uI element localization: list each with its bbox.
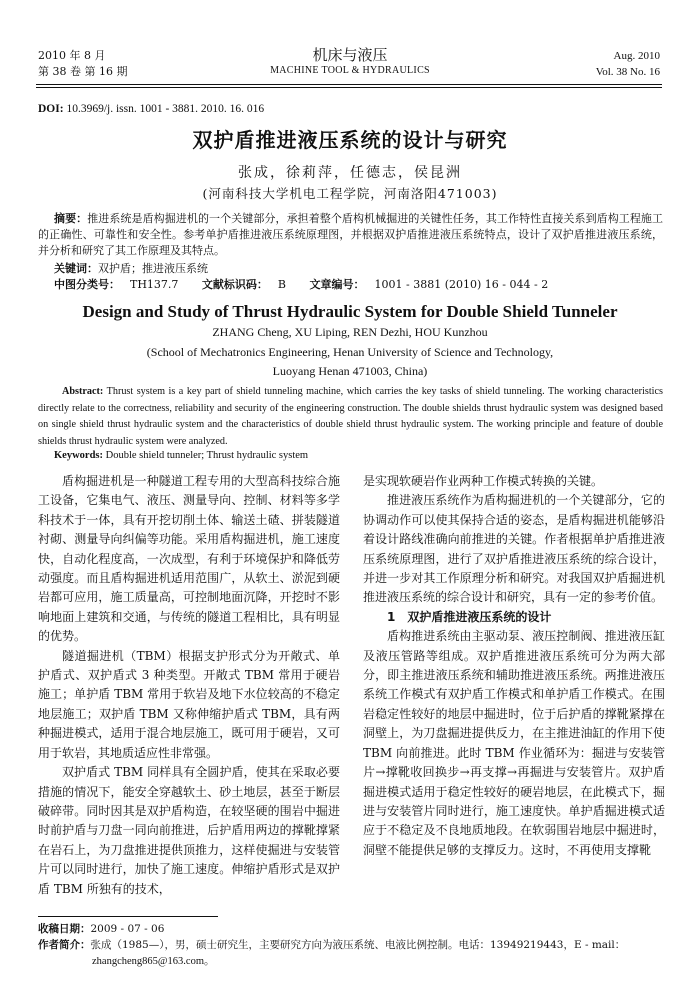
footnote-author (38, 938, 663, 953)
doi-value: 10.3969/j. issn. 1001 - 3881. 2010. 16. 016 (63, 103, 265, 115)
affiliation-en-line2: Luoyang Henan 471003, China) (272, 364, 428, 378)
title-cn: 双护盾推进液压系统的设计与研究 (192, 128, 508, 152)
header-date-cn: 2010 年 8 月 (38, 49, 106, 62)
title-en: Design and Study of Thrust Hydraulic System for Double Shield Tunneler (82, 302, 618, 321)
body-left-paragraph-2: 隧道掘进机（TBM）根据支护形式分为开敞式、单护盾式、双护盾式 3 种类型。开敞式 TBM 常用于硬岩施工；单护盾 TBM 常用于软岩及地下水位较高的不稳定地层施工；双护盾 TBM 又称伸缩护盾式 TBM，具有两种掘进模式，适用于混合地层施工，既可用于硬岩，又可用于软岩，其地质适应性非常强。 (38, 648, 340, 760)
body-right-paragraph-0: 是实现软硬岩作业两种工作模式转换的关键。 (363, 474, 604, 488)
classification-line (54, 276, 568, 292)
clc-label: 中图分类号： (54, 278, 120, 291)
footnote-email: zhangcheng865@163.com。 (92, 956, 215, 967)
author-bio-label: 作者简介： (38, 939, 91, 951)
section-heading-1 (363, 608, 665, 627)
affiliation-cn: (河南科技大学机电工程学院，河南洛阳471003) (202, 186, 498, 201)
body-column-left (38, 472, 340, 899)
article-no-label: 文章编号： (309, 278, 365, 291)
keywords-en-text: Double shield tunneler; Thrust hydraulic system (103, 450, 309, 461)
footnote-received (38, 922, 663, 937)
header-rule-thin (36, 87, 662, 88)
body-left-paragraph-1: 盾构掘进机是一种隧道工程专用的大型高科技综合施工设备，它集电气、液压、测量导向、控制、材料等多学科技术于一体，具有开挖切削土体、输送土碴、拼装隧道衬砌、测量导向纠偏等功能。采用盾构掘进机，施工速度快，自动化程度高，一次成型，有利于环境保护和降低劳动强度。而且盾构掘进机适用范围广，从软土、淤泥到硬岩都可应用，施工质量高，可控制地面沉降，开挖时不影响地面上建筑和交通，与传统的隧道工程相比，具有明显的优势。 (38, 474, 340, 644)
doi-line (38, 103, 264, 115)
body-right-paragraph-2: 盾构推进系统由主驱动泵、液压控制阀、推进液压缸及液压管路等组成。双护盾推进液压系统可分为两大部分，即主推进液压系统和辅助推进液压系统。两推进液压系统工作模式有双护盾工作模式和单护盾工作模式。在围岩稳定性较好的地层中掘进时，位于后护盾的撑靴紧撑在洞壁上，为刀盘掘进提供反力，在主推进油缸的作用下使 TBM 向前推进。此时 TBM 作业循环为：掘进与安装管片→撑靴收回换步→再支撑→再掘进与安装管片。双护盾掘进模式适用于稳定性较好的硬岩地层，在此模式下，掘进与安装管片同时进行，施工速度快。单护盾掘进模式适应于不稳定及不良地质地段。在软弱围岩地层中掘进时，洞壁不能提供足够的支撑反力。这时，不再使用支撑靴 (363, 629, 665, 857)
keywords-en-label: Keywords: (54, 450, 103, 461)
journal-name-en: MACHINE TOOL & HYDRAULICS (270, 65, 430, 76)
keywords-cn-text: 双护盾；推进液压系统 (98, 262, 208, 275)
keywords-en (54, 450, 308, 461)
header-volume-en: Vol. 38 No. 16 (595, 66, 660, 78)
received-label: 收稿日期： (38, 923, 91, 935)
abstract-cn-text: 推进系统是盾构掘进机的一个关键部分，承担着整个盾构机械掘进的关键性任务，其工作特性直接关系到盾构工程施工的正确性、可靠性和安全性。参考单护盾推进液压系统原理图，并根据双护盾推进液压系统特点，设计了双护盾推进液压系统，并分析和研究了其工作原理及其特点。 (38, 212, 664, 257)
doc-code-value: B (277, 278, 287, 291)
article-no-value: 1001 - 3881 (2010) 16 - 044 - 2 (374, 278, 549, 291)
authors-cn: 张成，徐莉萍，任德志，侯昆洲 (238, 165, 462, 181)
doc-code-label: 文献标识码： (201, 278, 268, 291)
body-left-paragraph-3: 双护盾式 TBM 同样具有全圆护盾，使其在采取必要措施的情况下，能安全穿越软土、砂土地层，甚至于断层破碎带。同时因其是双护盾构造，在较坚硬的围岩中掘进时前护盾与刀盘一同向前推进，后护盾用两边的撑靴撑紧在岩石上，为刀盘推进提供顶推力，这样使掘进与安装管片可以同时进行，加快了施工速度。伸缩护盾形式是双护盾 TBM 所独有的技术， (38, 765, 340, 896)
authors-en: ZHANG Cheng, XU Liping, REN Dezhi, HOU Kunzhou (212, 325, 488, 339)
header-volume-cn: 第 38 卷 第 16 期 (38, 65, 128, 78)
author-bio-text: 张成（1985—），男，硕士研究生，主要研究方向为液压系统、电液比例控制。电话：13949219443，E - mail： (90, 939, 626, 951)
doi-label: DOI: (38, 103, 64, 115)
abstract-en-text: Thrust system is a key part of shield tunneling machine, which carries the key tasks of shield tunneling. The working characteristics directly relate to the correctness, reliability and security of the engineering construction. The double shields thrust hydraulic system was designed based on single shield thrust hydraulic system and the characteristics of double shield thrust hydraulic system. The working principle and feature of double shields thrust hydraulic system were analyzed. (38, 386, 663, 447)
affiliation-en-line1: (School of Mechatronics Engineering, Henan University of Science and Technology, (146, 345, 554, 359)
body-column-right (363, 472, 665, 860)
footnote-rule (38, 916, 218, 917)
journal-name-cn: 机床与液压 (312, 46, 388, 64)
clc-value: TH137.7 (130, 278, 179, 291)
section-number: 1 (387, 609, 396, 624)
abstract-cn-label: 摘要： (54, 212, 88, 225)
header-rule-thick (36, 84, 662, 85)
header-date-en: Aug. 2010 (613, 50, 660, 62)
keywords-cn-label: 关键词： (54, 262, 98, 275)
keywords-cn (54, 260, 208, 276)
abstract-en-label: Abstract: (62, 386, 104, 397)
body-right-paragraph-1: 推进液压系统作为盾构掘进机的一个关键部分，它的协调动作可以使其保持合适的姿态，是盾构掘进机能够沿着设计路线准确向前推进的关键。作者根据单护盾推进液压系统原理图，进行了双护盾推进液压系统的综合设计，并进一步对其工作原理分析和研究。对我国双护盾掘进机推进液压系统的综合设计和研究，具有一定的参考价值。 (363, 493, 665, 605)
abstract-en (38, 384, 663, 450)
header-right (596, 48, 660, 80)
section-title: 双护盾推进液压系统的设计 (407, 609, 552, 624)
abstract-cn (38, 211, 663, 259)
received-value: 2009 - 07 - 06 (90, 923, 165, 935)
